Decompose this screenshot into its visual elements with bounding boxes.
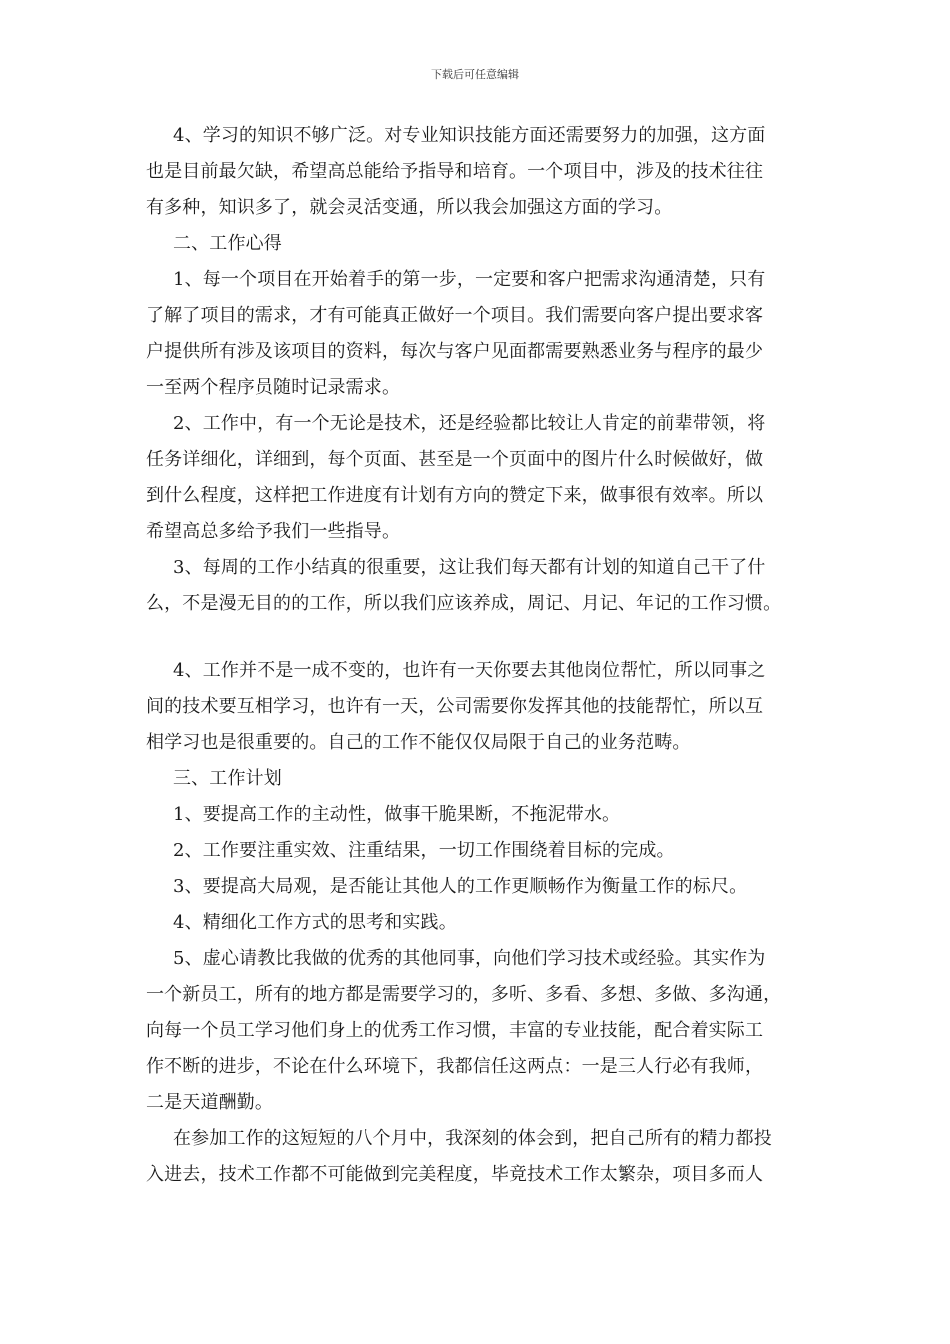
text-line: 三、工作计划 [173,768,282,789]
text-line: 4、精细化工作方式的思考和实践。 [173,912,457,933]
text-line: 4、工作并不是一成不变的，也许有一天你要去其他岗位帮忙，所以同事之 [173,660,766,681]
text-line: 一至两个程序员随时记录需求。 [146,377,401,398]
text-line: 5、虚心请教比我做的优秀的其他同事，向他们学习技术或经验。其实作为 [173,948,766,969]
text-line: 4、学习的知识不够广泛。对专业知识技能方面还需要努力的加强，这方面 [173,125,766,146]
text-line: 入进去，技术工作都不可能做到完美程度，毕竟技术工作太繁杂，项目多而人 [146,1164,764,1185]
text-line: 间的技术要互相学习，也许有一天，公司需要你发挥其他的技能帮忙，所以互 [146,696,764,717]
text-line: 了解了项目的需求，才有可能真正做好一个项目。我们需要向客户提出要求客 [146,305,764,326]
text-line: 相学习也是很重要的。自己的工作不能仅仅局限于自己的业务范畴。 [146,732,691,753]
text-line: 到什么程度，这样把工作进度有计划有方向的赞定下来，做事很有效率。所以 [146,485,764,506]
text-line: 一个新员工，所有的地方都是需要学习的，多听、多看、多想、多做、多沟通， [146,984,782,1005]
text-line: 有多种，知识多了，就会灵活变通，所以我会加强这方面的学习。 [146,197,673,218]
text-line: 户提供所有涉及该项目的资料，每次与客户见面都需要熟悉业务与程序的最少 [146,341,764,362]
text-line: 2、工作要注重实效、注重结果，一切工作围绕着目标的完成。 [173,840,675,861]
page-header: 下载后可任意编辑 [431,68,519,81]
text-line: 3、每周的工作小结真的很重要，这让我们每天都有计划的知道自己干了什 [173,557,766,578]
text-line: 向每一个员工学习他们身上的优秀工作习惯，丰富的专业技能，配合着实际工 [146,1020,764,1041]
blank-line [146,622,822,653]
text-line: 1、要提高工作的主动性，做事干脆果断，不拖泥带水。 [173,804,621,825]
text-line: 二、工作心得 [173,233,282,254]
text-line: 也是目前最欠缺，希望高总能给予指导和培育。一个项目中，涉及的技术往往 [146,161,764,182]
text-line: 么，不是漫无目的的工作，所以我们应该养成，周记、月记、年记的工作习惯。 [146,593,782,614]
document-body [146,118,822,1193]
text-line: 在参加工作的这短短的八个月中，我深刻的体会到，把自己所有的精力都投 [173,1128,772,1149]
text-line: 希望高总多给予我们一些指导。 [146,521,401,542]
text-line: 2、工作中，有一个无论是技术，还是经验都比较让人肯定的前辈带领，将 [173,413,766,434]
text-line: 1、每一个项目在开始着手的第一步，一定要和客户把需求沟通清楚，只有 [173,269,766,290]
text-line: 任务详细化，详细到，每个页面、甚至是一个页面中的图片什么时候做好，做 [146,449,764,470]
text-line: 3、要提高大局观，是否能让其他人的工作更顺畅作为衡量工作的标尺。 [173,876,748,897]
text-line: 作不断的进步，不论在什么环境下，我都信任这两点：一是三人行必有我师， [146,1056,764,1077]
text-line: 二是天道酬勤。 [146,1092,274,1113]
